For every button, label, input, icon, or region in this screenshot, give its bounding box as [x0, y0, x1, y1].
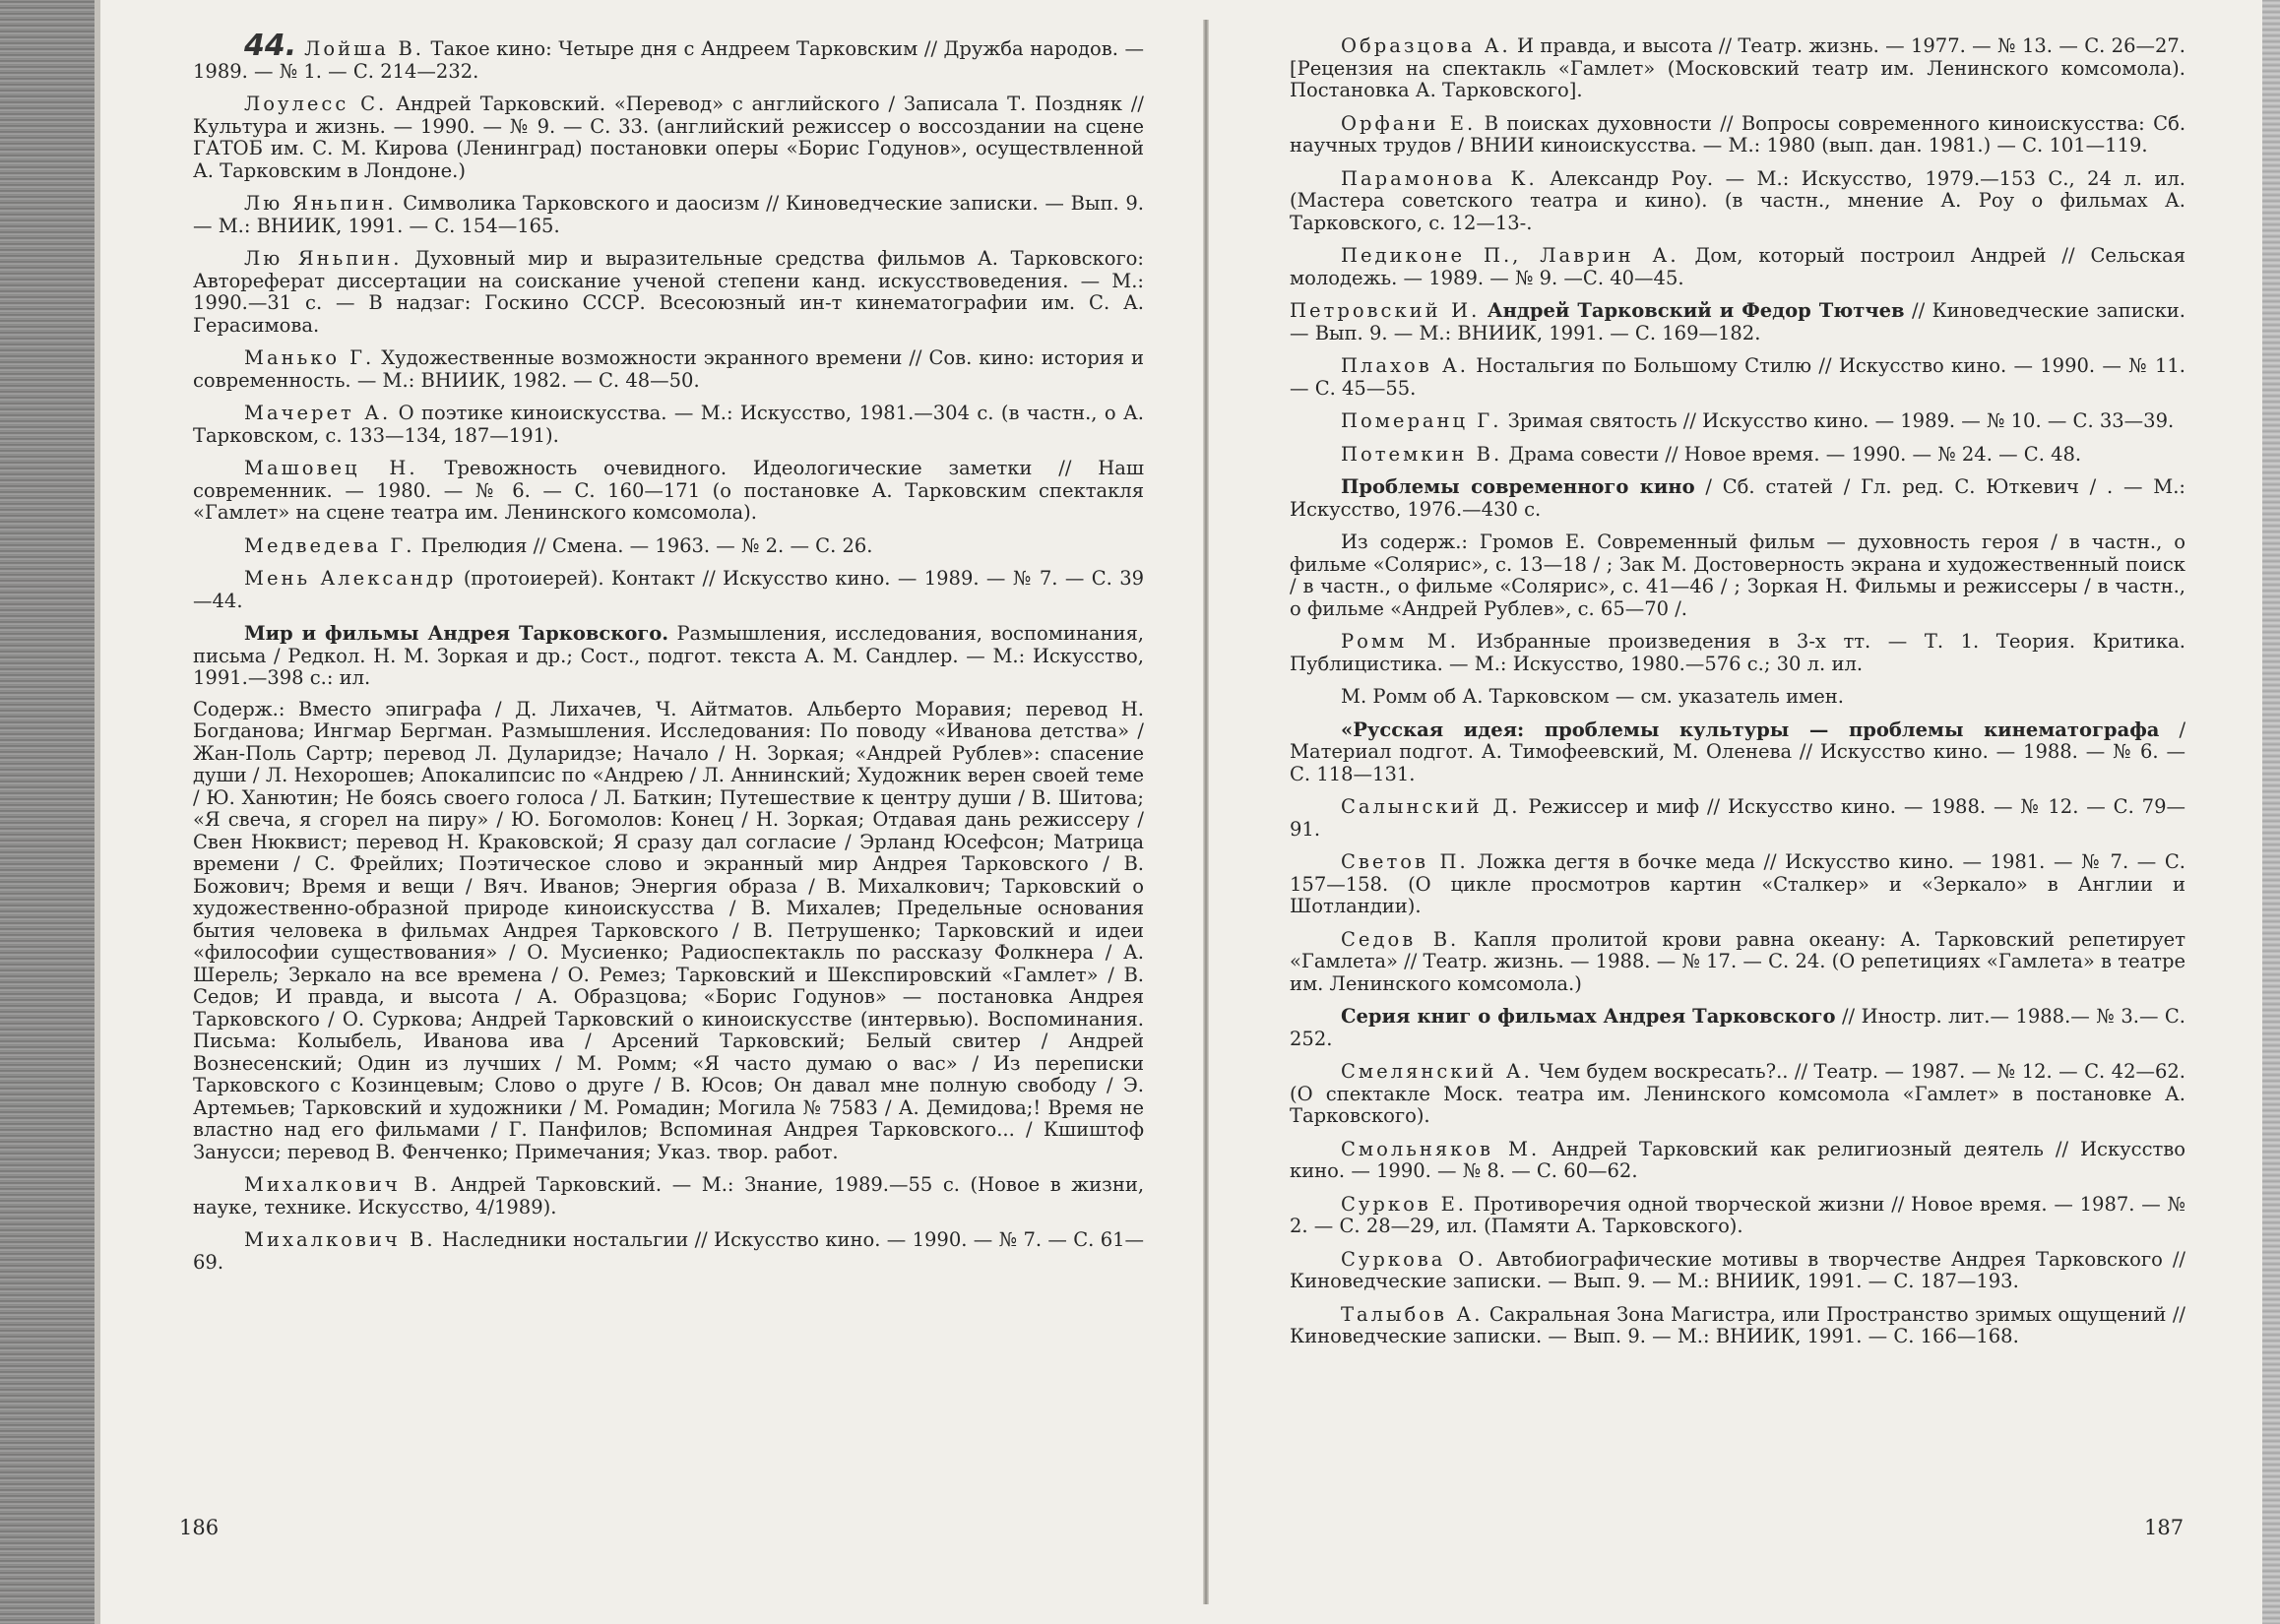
- entry-text: / Материал подгот. А. Тимофеевский, М. Оленева // Искусство кино. — 1988. — № 6. — С. 118—131.: [1290, 718, 2186, 785]
- bibliography-entry: [1290, 1139, 2185, 1183]
- entry-text: Андрей Тарковский. — М.: Знание, 1989.—55 с. (Новое в жизни, науке, технике. Искусство, 4/1989).: [193, 1173, 1145, 1218]
- book-binding: [0, 0, 95, 1624]
- page-number-right: 187: [2144, 1516, 2185, 1539]
- entry-text: Автобиографические мотивы в творчестве Андрея Тарковского // Киноведческие записки. — Вып. 9. — М.: ВНИИК, 1991. — С. 187—193.: [1290, 1247, 2185, 1292]
- bibliography-entry: [1290, 355, 2185, 400]
- entry-text: О поэтике киноискусства. — М.: Искусство, 1981.—304 с. (в частн., о А. Тарковском, с. 133—134, 187—191).: [193, 402, 1145, 447]
- entry-text: В поисках духовности // Вопросы современного киноискусства: Сб. научных трудов / ВНИИ киноискусства. — М.: 1980 (вып. дан. 1981.) — С. 101—119.: [1290, 111, 2186, 156]
- entry-author: Потемкин В.: [1341, 442, 1503, 466]
- entry-text: / Сб. статей / Гл. ред. С. Юткевич / . — М.: Искусство, 1976.—430 с.: [1290, 475, 2185, 521]
- entry-author: Сурков Е.: [1341, 1192, 1467, 1216]
- entry-author: Лю Яньпин.: [244, 247, 403, 270]
- entry-text: Дом, который построил Андрей // Сельская молодежь. — 1989. — № 9. —С. 40—45.: [1290, 244, 2186, 289]
- entry-text: Прелюдия // Смена. — 1963. — № 2. — С. 26.: [420, 533, 873, 557]
- entry-author: Мачерет А.: [244, 402, 392, 424]
- entry-text: Сакральная Зона Магистра, или Пространство зримых ощущений // Киноведческие записки. — Вып. 9. — М.: ВНИИК, 1991. — С. 166—168.: [1290, 1302, 2185, 1347]
- entry-author: Светов П.: [1341, 850, 1469, 873]
- bibliography-entry: [193, 193, 1144, 237]
- bibliography-entry: [1290, 631, 2185, 675]
- entry-author: Манько Г.: [244, 346, 375, 369]
- right-page: [1290, 35, 2185, 1359]
- bibliography-entry: [1290, 686, 2185, 709]
- bibliography-entry: [193, 1174, 1144, 1218]
- bibliography-entry: [1290, 168, 2185, 235]
- entry-author: Лоулесс С.: [244, 93, 388, 115]
- bibliography-entry: [1290, 35, 2185, 102]
- bibliography-entry: [193, 458, 1144, 525]
- entry-text: Драма совести // Новое время. — 1990. — № 24. — С. 48.: [1508, 442, 2082, 466]
- entry-author: Салынский Д.: [1341, 795, 1521, 818]
- bibliography-entry: [1290, 851, 2185, 918]
- bibliography-entry: [193, 347, 1144, 392]
- entry-text: Капля пролитой крови равна океану: А. Тарковский репетирует «Гамлета» // Театр. жизнь. — 1988. — № 17. — С. 24. (О репетициях «Гамлета» в театре им. Ленинского комсомола.): [1290, 927, 2185, 995]
- page-edge: [2262, 0, 2280, 1624]
- bibliography-entry: [1290, 476, 2185, 521]
- entry-text: Зримая святость // Искусство кино. — 1989. — № 10. — С. 33—39.: [1507, 409, 2175, 432]
- bibliography-entry: [1290, 1006, 2185, 1050]
- entry-author: Медведева Г.: [244, 533, 415, 557]
- bibliography-entry: [1290, 719, 2185, 786]
- entry-title-bold: Мир и фильмы Андрея Тарковского.: [244, 622, 669, 645]
- bibliography-entry: [193, 1229, 1144, 1274]
- entry-text: Такое кино: Четыре дня с Андреем Тарковским // Дружба народов. — 1989. — № 1. — С. 214—232.: [193, 37, 1145, 83]
- entry-title-bold: «Русская идея: проблемы культуры — проблемы кинематографа: [1341, 718, 2160, 741]
- entry-author: Суркова О.: [1341, 1247, 1487, 1271]
- bibliography-entry: [193, 403, 1144, 447]
- entry-text: Художественные возможности экранного времени // Сов. кино: история и современность. — М.: ВНИИК, 1982. — С. 48—50.: [193, 346, 1144, 392]
- bibliography-entry: [1290, 444, 2185, 467]
- entry-author: Смелянский А.: [1341, 1060, 1533, 1083]
- entry-author: Плахов А.: [1341, 354, 1469, 377]
- entry-author: Петровский И.: [1290, 299, 1481, 322]
- bibliography-entry: [193, 535, 1144, 558]
- page-gutter: [1203, 20, 1209, 1604]
- entry-author: Померанц Г.: [1341, 409, 1502, 432]
- bibliography-entry: [1290, 1249, 2185, 1293]
- bibliography-entry: [1290, 1061, 2185, 1128]
- entry-author: Седов В.: [1341, 927, 1460, 951]
- entry-text: Андрей Тарковский как религиозный деятель // Искусство кино. — 1990. — № 8. — С. 60—62.: [1290, 1137, 2185, 1182]
- entry-author: Парамонова К.: [1341, 166, 1538, 190]
- entry-author: Ромм М.: [1341, 630, 1459, 653]
- entry-author: Образцова А.: [1341, 34, 1511, 57]
- bibliography-entry: [1290, 410, 2185, 433]
- bibliography-entry: [1290, 1304, 2185, 1348]
- entry-text: Противоречия одной творческой жизни // Новое время. — 1987. — № 2. — С. 28—29, ил. (Памяти А. Тарковского).: [1290, 1192, 2185, 1237]
- entry-text: Чем будем воскресать?.. // Театр. — 1987. — № 12. — С. 42—62. (О спектакле Моск. театра им. Ленинского комсомола «Гамлет» в постановке А. Тарковского).: [1290, 1060, 2185, 1127]
- entry-text: Александр Роу. — М.: Искусство, 1979.—153 С., 24 л. ил. (Мастера советского театра и кино). (в частн., мнение А. Роу о фильмах А. Тарковского, с. 12—13-.: [1290, 166, 2186, 234]
- entry-author: Лю Яньпин.: [244, 192, 397, 215]
- entry-text: Ностальгия по Большому Стилю // Искусство кино. — 1990. — № 11. — С. 45—55.: [1290, 354, 2186, 400]
- entry-author: Мень Александр: [244, 567, 457, 590]
- bibliography-entry: [193, 699, 1144, 1164]
- bibliography-entry: [193, 29, 1145, 83]
- entry-text: Содерж.: Вместо эпиграфа / Д. Лихачев, Ч. Айтматов. Альберто Моравия; перевод Н. Богданова; Ингмар Бергман. Размышления. Исследования: По поводу «Иванова детства» / Жан-Поль Сартр; перевод Л. Дуларидзе; Начало / Н. Зоркая; «Андрей Рублев»: спасение души / Л. Нехорошев; Апокалипсис по «Андрею / Л. Аннинский; Художник верен своей теме / Ю. Ханютин; Не боясь своего голоса / Л. Баткин; Путешествие к центру души / В. Шитова; «Я свеча, я сгорел на пиру» / Ю. Богомолов: Конец / Н. Зоркая; Отдавая дань режиссеру / Свен Нюквист; перевод Н. Краковской; Я сразу дал согласие / Эрланд Юсефсон; Матрица времени / С. Фрейлих; Поэтическое слово и экранный мир Андрея Тарковского / В. Божович; Время и вещи / Вяч. Иванов; Энергия образа / В. Михалкович; Тарковский о художественно-образной природе киноискусства / В. Михалев; Предельные основания бытия человека в фильмах Андрея Тарковского / В. Петрушенко; Тарковский и идеи «философии существования» / О. Мусиенко; Радиоспектакль по рассказу Фолкнера / А. Шерель; Зеркало на все времена / О. Ремез; Тарковский и Шекспировский «Гамлет» / В. Седов; И правда, и высота / А. Образцова; «Борис Годунов» — постановка Андрея Тарковского / О. Суркова; Андрей Тарковский о киноискусстве (интервью). Воспоминания. Письма: Колыбель, Иванова ива / Арсений Тарковский; Белый свитер / Андрей Вознесенский; Один из лучших / М. Ромм; «Я часто думаю о вас» / Из переписки Тарковского с Козинцевым; Слово о друге / В. Юсов; Он давал мне полную свободу / Э. Артемьев; Тарковский и художники / М. Ромадин; Могила № 7583 / А. Демидова;! Время не властно над его фильмами / Г. Панфилов; Вспоминая Андрея Тарковского... / Кшиштоф Занусси; перевод В. Фенченко; Примечания; Указ. твор. работ.: [193, 697, 1144, 1163]
- entry-text: Ложка дегтя в бочке меда // Искусство кино. — 1981. — № 7. — С. 157—158. (О цикле просмотров картин «Сталкер» и «Зеркало» в Англии и Шотландии).: [1290, 850, 2185, 917]
- entry-author: Лойша В.: [304, 37, 424, 60]
- entry-title-bold: Серия книг о фильмах Андрея Тарковского: [1341, 1005, 1836, 1028]
- entry-author: Орфани Е.: [1341, 111, 1477, 135]
- left-page: [193, 29, 1145, 1284]
- entry-author: Михалкович В.: [244, 1173, 440, 1196]
- entry-text: Духовный мир и выразительные средства фильмов А. Тарковского: Автореферат диссертации на соискание ученой степени канд. искусствоведения. — М.: 1990.—31 с. — В надзаг: Госкино СССР. Всесоюзный ин-т кинематографии им. С. А. Герасимова.: [193, 247, 1144, 337]
- bibliography-entry: [1290, 1194, 2185, 1238]
- bibliography-entry: [1290, 929, 2185, 996]
- entry-text: Размышления, исследования, воспоминания, письма / Редкол. Н. М. Зоркая и др.; Сост., подгот. текста А. М. Сандлер. — М.: Искусство, 1991.—398 с.: ил.: [193, 622, 1144, 689]
- entry-title-bold: Проблемы современного кино: [1341, 475, 1695, 498]
- entry-text: Наследники ностальгии // Искусство кино. — 1990. — № 7. — С. 61—69.: [193, 1228, 1145, 1274]
- page-number-left: 186: [179, 1516, 220, 1539]
- bibliography-entry: [1290, 245, 2185, 289]
- bibliography-entry: [1290, 531, 2185, 620]
- bibliography-entry: [1290, 300, 2185, 344]
- entry-text: // Киноведческие записки. — Вып. 9. — М.: ВНИИК, 1991. — С. 169—182.: [1290, 299, 2186, 344]
- entry-author: Смольняков М.: [1341, 1137, 1541, 1160]
- entry-text: Избранные произведения в 3-х тт. — Т. 1. Теория. Критика. Публицистика. — М.: Искусство, 1980.—576 с.; 30 л. ил.: [1290, 630, 2186, 675]
- entry-author: Талыбов А.: [1341, 1302, 1484, 1326]
- entry-text: Андрей Тарковский. «Перевод» с английского / Записала Т. Поздняк // Культура и жизнь. — 1990. — № 9. — С. 33. (английский режиссер о воссоздании на сцене ГАТОБ им. С. М. Кирова (Ленинград) постановки оперы «Борис Годунов», осуществленной А. Тарковским в Лондоне.): [193, 93, 1144, 182]
- bibliography-entry: [193, 94, 1144, 182]
- entry-text: Режиссер и миф // Искусство кино. — 1988. — № 12. — С. 79—91.: [1290, 795, 2185, 841]
- entry-title-bold: Андрей Тарковский и Федор Тютчев: [1487, 299, 1905, 322]
- entry-text: Из содерж.: Громов Е. Современный фильм — духовность героя / в частн., о фильме «Солярис», с. 13—18 / ; Зак М. Достоверность экрана и художественный поиск / в частн., о фильме «Солярис», с. 41—46 / ; Зоркая Н. Фильмы и режиссеры / в частн., о фильме «Андрей Рублев», с. 65—70 /.: [1290, 531, 2185, 620]
- bibliography-entry: [1290, 113, 2185, 157]
- entry-author: Михалкович В.: [244, 1228, 436, 1251]
- entry-author: Машовец Н.: [244, 457, 418, 479]
- entry-text: И правда, и высота // Театр. жизнь. — 1977. — № 13. — С. 26—27. [Рецензия на спектакль «Гамлет» (Московский театр им. Ленинского комсомола). Постановка А. Тарковского].: [1290, 34, 2185, 101]
- entry-text: Символика Тарковского и даосизм // Киноведческие записки. — Вып. 9. — М.: ВНИИК, 1991. — С. 154—165.: [193, 192, 1145, 237]
- bibliography-entry: [193, 568, 1144, 612]
- entry-text: Тревожность очевидного. Идеологические заметки // Наш современник. — 1980. — № 6. — С. 160—171 (о постановке А. Тарковским спектакля «Гамлет» на сцене театра им. Ленинского комсомола).: [193, 457, 1145, 524]
- bibliography-entry: [1290, 796, 2185, 841]
- entry-text: М. Ромм об А. Тарковском — см. указатель имен.: [1341, 685, 1844, 708]
- entry-text: (протоиерей). Контакт // Искусство кино. — 1989. — № 7. — С. 39—44.: [193, 567, 1145, 612]
- entry-text: // Иностр. лит.— 1988.— № 3.— С. 252.: [1290, 1005, 2186, 1050]
- entry-author: Педиконе П., Лаврин А.: [1341, 244, 1679, 267]
- handwritten-number: 44.: [244, 29, 297, 63]
- bibliography-entry: [193, 623, 1144, 690]
- bibliography-entry: [193, 248, 1144, 337]
